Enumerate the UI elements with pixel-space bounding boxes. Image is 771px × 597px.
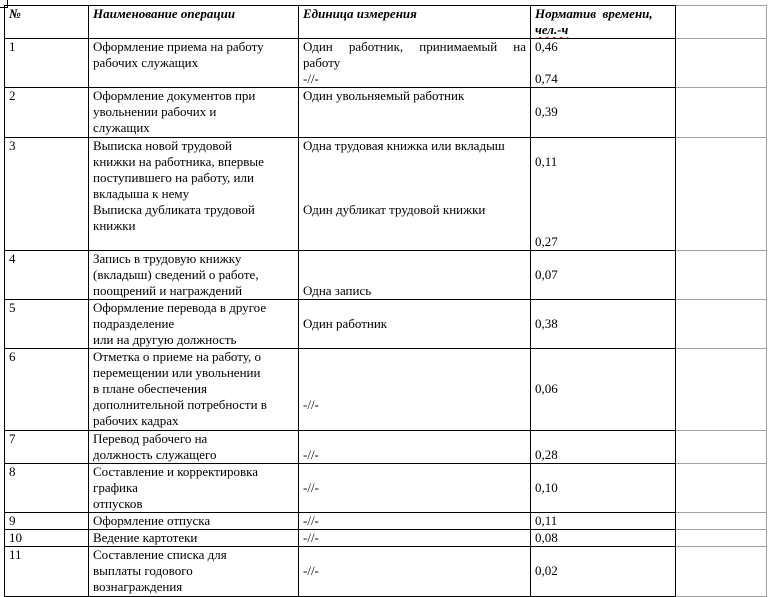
header-unit-text: Единица измерения	[303, 6, 417, 21]
operation-line: перемещении или увольнении	[93, 365, 261, 380]
norm-value: 0,02	[535, 563, 558, 578]
unit-line: Одна трудовая книжка или вкладыш	[303, 138, 505, 153]
row-unit	[299, 547, 531, 597]
row-norm	[531, 464, 676, 513]
norm-value: 0,38	[535, 316, 558, 331]
row-number	[5, 251, 89, 300]
extra-grid-cell	[676, 464, 767, 513]
operation-line: рабочих кадрах	[93, 413, 179, 428]
operation-line: Ведение картотеки	[93, 530, 198, 545]
row-norm	[531, 547, 676, 597]
row-norm	[531, 530, 676, 547]
row-number	[5, 349, 89, 431]
row-norm	[531, 349, 676, 431]
unit-line: -//-	[303, 397, 319, 412]
operation-line: Выписка новой трудовой	[93, 138, 232, 153]
row-operation	[89, 464, 299, 513]
row-norm	[531, 39, 676, 88]
operation-line: Оформление приема на работу	[93, 39, 264, 54]
norm-value: 0,08	[535, 530, 558, 545]
table-row	[5, 39, 767, 88]
row-unit	[299, 138, 531, 251]
operation-line: или на другую должность	[93, 332, 237, 347]
row-norm	[531, 88, 676, 138]
operation-line: должность служащего	[93, 447, 217, 462]
unit-line: -//-	[303, 563, 319, 578]
table-row	[5, 464, 767, 513]
row-number	[5, 464, 89, 513]
row-unit	[299, 39, 531, 88]
operation-line: отпусков	[93, 496, 143, 511]
row-operation	[89, 431, 299, 464]
row-number-text: 3	[9, 138, 16, 153]
operation-line: (вкладыш) сведений о работе,	[93, 267, 259, 282]
extra-grid-cell	[676, 39, 767, 88]
header-number-text: №	[9, 6, 21, 21]
table-row	[5, 431, 767, 464]
unit-line: работу	[303, 55, 341, 70]
extra-grid-cell	[676, 138, 767, 251]
row-number	[5, 88, 89, 138]
unit-word: работник,	[348, 39, 404, 54]
unit-line: -//-	[303, 447, 319, 462]
row-operation	[89, 88, 299, 138]
row-operation	[89, 138, 299, 251]
row-unit	[299, 251, 531, 300]
row-unit	[299, 431, 531, 464]
norm-value: 0,07	[535, 267, 558, 282]
unit-word: принимаемый	[419, 39, 498, 54]
row-norm	[531, 251, 676, 300]
row-norm	[531, 300, 676, 349]
unit-word: на	[513, 39, 526, 54]
norm-value: 0,39	[535, 104, 558, 119]
row-number-text: 2	[9, 88, 16, 103]
operation-line: Оформление отпуска	[93, 513, 211, 528]
table-header-row	[5, 6, 767, 39]
row-unit	[299, 300, 531, 349]
operation-line: служащих	[93, 120, 150, 135]
norm-value: 0,28	[535, 447, 558, 462]
row-number-text: 11	[9, 547, 22, 562]
extra-grid-cell	[676, 349, 767, 431]
operation-line: Составление списка для	[93, 547, 227, 562]
row-norm	[531, 138, 676, 251]
row-norm	[531, 513, 676, 530]
row-operation	[89, 530, 299, 547]
table-row	[5, 530, 767, 547]
extra-grid-cell	[676, 6, 767, 39]
operation-line: Отметка о приеме на работу, о	[93, 349, 261, 364]
norm-value: 0,27	[535, 234, 558, 249]
operation-line: поощрений и награждений	[93, 283, 243, 298]
table-row	[5, 547, 767, 597]
row-number-text: 6	[9, 349, 16, 364]
operation-line: дополнительной потребности в	[93, 397, 267, 412]
table-row	[5, 513, 767, 530]
row-number-text: 4	[9, 251, 16, 266]
unit-line: -//-	[303, 513, 319, 528]
row-number-text: 7	[9, 431, 16, 446]
unit-line: -//-	[303, 480, 319, 495]
operation-line: Оформление перевода в другое	[93, 300, 267, 315]
operation-line: Составление и корректировка	[93, 464, 258, 479]
operation-line: увольнении рабочих и	[93, 104, 217, 119]
extra-grid-cell	[676, 251, 767, 300]
row-unit	[299, 464, 531, 513]
operation-line: Запись в трудовую книжку	[93, 251, 242, 266]
header-norm-line1: Норматив времени,	[535, 6, 653, 21]
extra-grid-cell	[676, 431, 767, 464]
operation-line: книжки	[93, 218, 136, 233]
row-number-text: 5	[9, 300, 16, 315]
row-unit	[299, 513, 531, 530]
header-norm-unit-spellcheck: чел.-ч	[535, 22, 569, 37]
row-number	[5, 513, 89, 530]
operation-line: поступившего на работу, или	[93, 170, 254, 185]
extra-grid-cell	[676, 88, 767, 138]
unit-line: -//-	[303, 530, 319, 545]
operation-line: Перевод рабочего на	[93, 431, 208, 446]
table-row	[5, 88, 767, 138]
unit-line: -//-	[303, 71, 319, 86]
operation-line: рабочих служащих	[93, 55, 199, 70]
row-number	[5, 300, 89, 349]
row-number	[5, 39, 89, 88]
labor-norms-table	[4, 5, 767, 597]
header-operation	[89, 6, 299, 39]
operation-line: вознаграждения	[93, 579, 183, 594]
unit-line: Одна запись	[303, 283, 372, 298]
row-operation	[89, 251, 299, 300]
unit-line: Один дубликат трудовой книжки	[303, 202, 486, 217]
unit-justified-line	[303, 39, 526, 55]
operation-line: в плане обеспечения	[93, 381, 207, 396]
norm-value: 0,10	[535, 480, 558, 495]
extra-grid-cell	[676, 547, 767, 597]
row-unit	[299, 530, 531, 547]
operation-line: выплаты годового	[93, 563, 193, 578]
row-operation	[89, 39, 299, 88]
operation-line: Выписка дубликата трудовой	[93, 202, 255, 217]
row-number-text: 1	[9, 39, 16, 54]
header-number	[5, 6, 89, 39]
row-operation	[89, 300, 299, 349]
row-number-text: 10	[9, 530, 22, 545]
unit-line: Один увольняемый работник	[303, 88, 465, 103]
table-row	[5, 138, 767, 251]
header-unit	[299, 6, 531, 39]
unit-word: Один	[303, 39, 333, 54]
row-operation	[89, 513, 299, 530]
norm-value: 0,74	[535, 71, 558, 86]
table-row	[5, 251, 767, 300]
extra-grid-cell	[676, 300, 767, 349]
header-norm	[531, 6, 676, 39]
header-operation-text: Наименование операции	[93, 6, 236, 21]
operation-line: книжки на работника, впервые	[93, 154, 264, 169]
row-operation	[89, 349, 299, 431]
norm-value: 0,11	[535, 513, 558, 528]
table-row	[5, 349, 767, 431]
row-unit	[299, 349, 531, 431]
row-unit	[299, 88, 531, 138]
operation-line: вкладыша к нему	[93, 186, 190, 201]
norm-value: 0,06	[535, 381, 558, 396]
extra-grid-cell	[676, 530, 767, 547]
row-number-text: 8	[9, 464, 16, 479]
norm-value: 0,46	[535, 39, 558, 54]
norm-value: 0,11	[535, 154, 558, 169]
extra-grid-cell	[676, 513, 767, 530]
table-row	[5, 300, 767, 349]
operation-line: Оформление документов при	[93, 88, 256, 103]
operation-line: графика	[93, 480, 138, 495]
operation-line: подразделение	[93, 316, 175, 331]
row-number	[5, 431, 89, 464]
row-number	[5, 547, 89, 597]
row-number	[5, 138, 89, 251]
unit-line: Один работник	[303, 316, 388, 331]
row-operation	[89, 547, 299, 597]
row-number	[5, 530, 89, 547]
row-number-text: 9	[9, 513, 16, 528]
row-norm	[531, 431, 676, 464]
